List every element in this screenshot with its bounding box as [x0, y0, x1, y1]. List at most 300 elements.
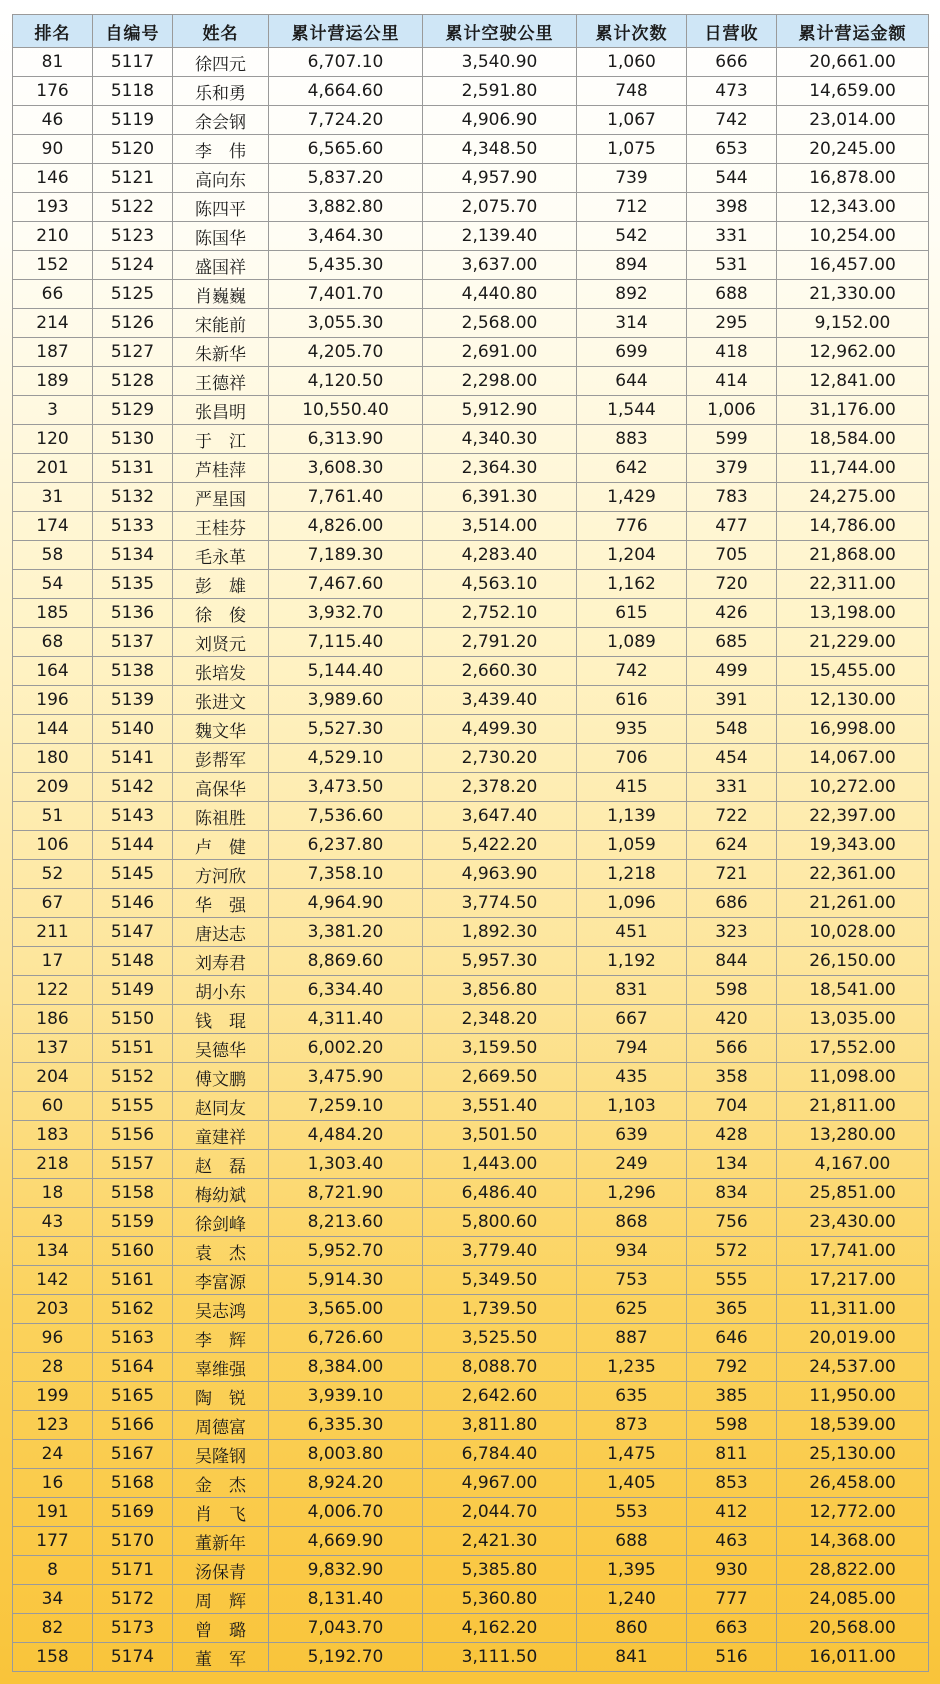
- vehicle-id-cell: 5138: [93, 657, 173, 686]
- trip-count-cell: 688: [577, 1527, 687, 1556]
- vehicle-id-cell: 5129: [93, 396, 173, 425]
- name-cell: 盛国祥: [173, 251, 269, 280]
- daily-revenue-cell: 412: [687, 1498, 777, 1527]
- empty-km-cell: 6,486.40: [423, 1179, 577, 1208]
- table-row: [13, 657, 929, 686]
- name-cell: 毛永革: [173, 541, 269, 570]
- daily-revenue-cell: 792: [687, 1353, 777, 1382]
- operating-km-cell: 6,726.60: [269, 1324, 423, 1353]
- empty-km-cell: 8,088.70: [423, 1353, 577, 1382]
- table-row: [13, 251, 929, 280]
- driver-ranking-table: [12, 14, 929, 1672]
- header-empty-km: 累计空驶公里: [423, 15, 577, 48]
- trip-count-cell: 1,240: [577, 1585, 687, 1614]
- vehicle-id-cell: 5119: [93, 106, 173, 135]
- trip-count-cell: 642: [577, 454, 687, 483]
- name-cell: 彭 雄: [173, 570, 269, 599]
- total-revenue-cell: 24,537.00: [777, 1353, 929, 1382]
- rank-cell: 68: [13, 628, 93, 657]
- daily-revenue-cell: 420: [687, 1005, 777, 1034]
- name-cell: 董新年: [173, 1527, 269, 1556]
- operating-km-cell: 8,384.00: [269, 1353, 423, 1382]
- vehicle-id-cell: 5146: [93, 889, 173, 918]
- name-cell: 于 江: [173, 425, 269, 454]
- trip-count-cell: 742: [577, 657, 687, 686]
- trip-count-cell: 1,096: [577, 889, 687, 918]
- trip-count-cell: 1,235: [577, 1353, 687, 1382]
- trip-count-cell: 883: [577, 425, 687, 454]
- operating-km-cell: 7,189.30: [269, 541, 423, 570]
- vehicle-id-cell: 5125: [93, 280, 173, 309]
- vehicle-id-cell: 5163: [93, 1324, 173, 1353]
- daily-revenue-cell: 295: [687, 309, 777, 338]
- empty-km-cell: 6,391.30: [423, 483, 577, 512]
- empty-km-cell: 5,800.60: [423, 1208, 577, 1237]
- operating-km-cell: 7,358.10: [269, 860, 423, 889]
- table-row: [13, 802, 929, 831]
- trip-count-cell: 1,296: [577, 1179, 687, 1208]
- name-cell: 陈四平: [173, 193, 269, 222]
- table-row: [13, 1643, 929, 1672]
- rank-cell: 214: [13, 309, 93, 338]
- vehicle-id-cell: 5135: [93, 570, 173, 599]
- daily-revenue-cell: 1,006: [687, 396, 777, 425]
- total-revenue-cell: 31,176.00: [777, 396, 929, 425]
- trip-count-cell: 667: [577, 1005, 687, 1034]
- empty-km-cell: 3,774.50: [423, 889, 577, 918]
- table-row: [13, 1440, 929, 1469]
- operating-km-cell: 6,334.40: [269, 976, 423, 1005]
- total-revenue-cell: 22,311.00: [777, 570, 929, 599]
- total-revenue-cell: 18,539.00: [777, 1411, 929, 1440]
- operating-km-cell: 3,608.30: [269, 454, 423, 483]
- trip-count-cell: 1,075: [577, 135, 687, 164]
- rank-cell: 210: [13, 222, 93, 251]
- vehicle-id-cell: 5161: [93, 1266, 173, 1295]
- table-row: [13, 1527, 929, 1556]
- name-cell: 方河欣: [173, 860, 269, 889]
- name-cell: 徐四元: [173, 48, 269, 77]
- rank-cell: 186: [13, 1005, 93, 1034]
- header-trip-count: 累计次数: [577, 15, 687, 48]
- trip-count-cell: 1,060: [577, 48, 687, 77]
- vehicle-id-cell: 5140: [93, 715, 173, 744]
- daily-revenue-cell: 756: [687, 1208, 777, 1237]
- trip-count-cell: 1,405: [577, 1469, 687, 1498]
- table-row: [13, 338, 929, 367]
- rank-cell: 52: [13, 860, 93, 889]
- table-row: [13, 1179, 929, 1208]
- trip-count-cell: 831: [577, 976, 687, 1005]
- table-row: [13, 918, 929, 947]
- empty-km-cell: 5,957.30: [423, 947, 577, 976]
- total-revenue-cell: 21,811.00: [777, 1092, 929, 1121]
- rank-cell: 82: [13, 1614, 93, 1643]
- total-revenue-cell: 21,229.00: [777, 628, 929, 657]
- operating-km-cell: 3,473.50: [269, 773, 423, 802]
- vehicle-id-cell: 5159: [93, 1208, 173, 1237]
- table-row: [13, 628, 929, 657]
- total-revenue-cell: 14,659.00: [777, 77, 929, 106]
- operating-km-cell: 3,939.10: [269, 1382, 423, 1411]
- operating-km-cell: 3,464.30: [269, 222, 423, 251]
- operating-km-cell: 3,565.00: [269, 1295, 423, 1324]
- table-row: [13, 309, 929, 338]
- operating-km-cell: 4,669.90: [269, 1527, 423, 1556]
- table-row: [13, 1121, 929, 1150]
- operating-km-cell: 7,724.20: [269, 106, 423, 135]
- rank-cell: 67: [13, 889, 93, 918]
- operating-km-cell: 8,869.60: [269, 947, 423, 976]
- table-row: [13, 483, 929, 512]
- vehicle-id-cell: 5120: [93, 135, 173, 164]
- name-cell: 傅文鹏: [173, 1063, 269, 1092]
- daily-revenue-cell: 544: [687, 164, 777, 193]
- name-cell: 肖 飞: [173, 1498, 269, 1527]
- total-revenue-cell: 16,011.00: [777, 1643, 929, 1672]
- rank-cell: 18: [13, 1179, 93, 1208]
- total-revenue-cell: 10,272.00: [777, 773, 929, 802]
- operating-km-cell: 4,826.00: [269, 512, 423, 541]
- daily-revenue-cell: 379: [687, 454, 777, 483]
- table-row: [13, 1237, 929, 1266]
- trip-count-cell: 451: [577, 918, 687, 947]
- table-row: [13, 1382, 929, 1411]
- name-cell: 陶 锐: [173, 1382, 269, 1411]
- rank-cell: 96: [13, 1324, 93, 1353]
- daily-revenue-cell: 454: [687, 744, 777, 773]
- total-revenue-cell: 28,822.00: [777, 1556, 929, 1585]
- daily-revenue-cell: 811: [687, 1440, 777, 1469]
- daily-revenue-cell: 516: [687, 1643, 777, 1672]
- table-row: [13, 1498, 929, 1527]
- operating-km-cell: 4,529.10: [269, 744, 423, 773]
- vehicle-id-cell: 5157: [93, 1150, 173, 1179]
- operating-km-cell: 7,467.60: [269, 570, 423, 599]
- name-cell: 魏文华: [173, 715, 269, 744]
- table-row: [13, 976, 929, 1005]
- rank-cell: 164: [13, 657, 93, 686]
- operating-km-cell: 7,761.40: [269, 483, 423, 512]
- daily-revenue-cell: 721: [687, 860, 777, 889]
- trip-count-cell: 841: [577, 1643, 687, 1672]
- total-revenue-cell: 20,019.00: [777, 1324, 929, 1353]
- vehicle-id-cell: 5142: [93, 773, 173, 802]
- vehicle-id-cell: 5164: [93, 1353, 173, 1382]
- daily-revenue-cell: 686: [687, 889, 777, 918]
- empty-km-cell: 5,349.50: [423, 1266, 577, 1295]
- vehicle-id-cell: 5127: [93, 338, 173, 367]
- total-revenue-cell: 16,457.00: [777, 251, 929, 280]
- operating-km-cell: 4,120.50: [269, 367, 423, 396]
- rank-cell: 58: [13, 541, 93, 570]
- operating-km-cell: 8,131.40: [269, 1585, 423, 1614]
- total-revenue-cell: 23,430.00: [777, 1208, 929, 1237]
- rank-cell: 187: [13, 338, 93, 367]
- daily-revenue-cell: 398: [687, 193, 777, 222]
- name-cell: 卢 健: [173, 831, 269, 860]
- operating-km-cell: 4,205.70: [269, 338, 423, 367]
- empty-km-cell: 5,385.80: [423, 1556, 577, 1585]
- rank-cell: 199: [13, 1382, 93, 1411]
- vehicle-id-cell: 5166: [93, 1411, 173, 1440]
- operating-km-cell: 5,144.40: [269, 657, 423, 686]
- name-cell: 董 军: [173, 1643, 269, 1672]
- trip-count-cell: 1,103: [577, 1092, 687, 1121]
- operating-km-cell: 7,043.70: [269, 1614, 423, 1643]
- trip-count-cell: 1,544: [577, 396, 687, 425]
- name-cell: 胡小东: [173, 976, 269, 1005]
- total-revenue-cell: 23,014.00: [777, 106, 929, 135]
- total-revenue-cell: 21,261.00: [777, 889, 929, 918]
- table-row: [13, 1556, 929, 1585]
- daily-revenue-cell: 783: [687, 483, 777, 512]
- rank-cell: 193: [13, 193, 93, 222]
- rank-cell: 142: [13, 1266, 93, 1295]
- daily-revenue-cell: 704: [687, 1092, 777, 1121]
- name-cell: 陈祖胜: [173, 802, 269, 831]
- operating-km-cell: 4,964.90: [269, 889, 423, 918]
- table-row: [13, 1208, 929, 1237]
- rank-cell: 134: [13, 1237, 93, 1266]
- trip-count-cell: 635: [577, 1382, 687, 1411]
- operating-km-cell: 9,832.90: [269, 1556, 423, 1585]
- rank-cell: 201: [13, 454, 93, 483]
- daily-revenue-cell: 499: [687, 657, 777, 686]
- name-cell: 高向东: [173, 164, 269, 193]
- daily-revenue-cell: 834: [687, 1179, 777, 1208]
- daily-revenue-cell: 599: [687, 425, 777, 454]
- vehicle-id-cell: 5172: [93, 1585, 173, 1614]
- empty-km-cell: 4,563.10: [423, 570, 577, 599]
- total-revenue-cell: 17,741.00: [777, 1237, 929, 1266]
- ranking-table-container: [12, 14, 928, 1672]
- rank-cell: 137: [13, 1034, 93, 1063]
- total-revenue-cell: 18,541.00: [777, 976, 929, 1005]
- vehicle-id-cell: 5134: [93, 541, 173, 570]
- trip-count-cell: 616: [577, 686, 687, 715]
- name-cell: 徐 俊: [173, 599, 269, 628]
- daily-revenue-cell: 477: [687, 512, 777, 541]
- name-cell: 朱新华: [173, 338, 269, 367]
- table-body: [13, 48, 929, 1672]
- rank-cell: 51: [13, 802, 93, 831]
- operating-km-cell: 7,401.70: [269, 280, 423, 309]
- vehicle-id-cell: 5139: [93, 686, 173, 715]
- daily-revenue-cell: 646: [687, 1324, 777, 1353]
- rank-cell: 123: [13, 1411, 93, 1440]
- header-row: [13, 15, 929, 48]
- name-cell: 赵 磊: [173, 1150, 269, 1179]
- total-revenue-cell: 21,868.00: [777, 541, 929, 570]
- total-revenue-cell: 20,661.00: [777, 48, 929, 77]
- operating-km-cell: 8,924.20: [269, 1469, 423, 1498]
- name-cell: 唐达志: [173, 918, 269, 947]
- trip-count-cell: 1,067: [577, 106, 687, 135]
- trip-count-cell: 1,139: [577, 802, 687, 831]
- empty-km-cell: 1,443.00: [423, 1150, 577, 1179]
- trip-count-cell: 706: [577, 744, 687, 773]
- daily-revenue-cell: 666: [687, 48, 777, 77]
- table-row: [13, 570, 929, 599]
- trip-count-cell: 873: [577, 1411, 687, 1440]
- rank-cell: 43: [13, 1208, 93, 1237]
- name-cell: 肖巍巍: [173, 280, 269, 309]
- operating-km-cell: 3,055.30: [269, 309, 423, 338]
- name-cell: 高保华: [173, 773, 269, 802]
- total-revenue-cell: 17,552.00: [777, 1034, 929, 1063]
- vehicle-id-cell: 5122: [93, 193, 173, 222]
- vehicle-id-cell: 5121: [93, 164, 173, 193]
- operating-km-cell: 6,335.30: [269, 1411, 423, 1440]
- trip-count-cell: 892: [577, 280, 687, 309]
- vehicle-id-cell: 5145: [93, 860, 173, 889]
- empty-km-cell: 5,912.90: [423, 396, 577, 425]
- operating-km-cell: 3,932.70: [269, 599, 423, 628]
- table-row: [13, 773, 929, 802]
- table-row: [13, 1005, 929, 1034]
- daily-revenue-cell: 598: [687, 1411, 777, 1440]
- vehicle-id-cell: 5143: [93, 802, 173, 831]
- name-cell: 陈国华: [173, 222, 269, 251]
- trip-count-cell: 1,089: [577, 628, 687, 657]
- table-row: [13, 280, 929, 309]
- name-cell: 吴德华: [173, 1034, 269, 1063]
- empty-km-cell: 4,967.00: [423, 1469, 577, 1498]
- trip-count-cell: 887: [577, 1324, 687, 1353]
- vehicle-id-cell: 5165: [93, 1382, 173, 1411]
- trip-count-cell: 1,475: [577, 1440, 687, 1469]
- trip-count-cell: 625: [577, 1295, 687, 1324]
- name-cell: 袁 杰: [173, 1237, 269, 1266]
- trip-count-cell: 699: [577, 338, 687, 367]
- vehicle-id-cell: 5124: [93, 251, 173, 280]
- operating-km-cell: 6,565.60: [269, 135, 423, 164]
- empty-km-cell: 2,730.20: [423, 744, 577, 773]
- vehicle-id-cell: 5173: [93, 1614, 173, 1643]
- total-revenue-cell: 12,772.00: [777, 1498, 929, 1527]
- trip-count-cell: 712: [577, 193, 687, 222]
- trip-count-cell: 435: [577, 1063, 687, 1092]
- total-revenue-cell: 26,458.00: [777, 1469, 929, 1498]
- empty-km-cell: 4,340.30: [423, 425, 577, 454]
- trip-count-cell: 794: [577, 1034, 687, 1063]
- name-cell: 童建祥: [173, 1121, 269, 1150]
- total-revenue-cell: 22,361.00: [777, 860, 929, 889]
- vehicle-id-cell: 5118: [93, 77, 173, 106]
- total-revenue-cell: 20,245.00: [777, 135, 929, 164]
- name-cell: 周德富: [173, 1411, 269, 1440]
- trip-count-cell: 249: [577, 1150, 687, 1179]
- total-revenue-cell: 11,311.00: [777, 1295, 929, 1324]
- vehicle-id-cell: 5137: [93, 628, 173, 657]
- name-cell: 吴志鸿: [173, 1295, 269, 1324]
- rank-cell: 176: [13, 77, 93, 106]
- daily-revenue-cell: 365: [687, 1295, 777, 1324]
- vehicle-id-cell: 5117: [93, 48, 173, 77]
- operating-km-cell: 8,003.80: [269, 1440, 423, 1469]
- name-cell: 严星国: [173, 483, 269, 512]
- header-vehicle-id: 自编号: [93, 15, 173, 48]
- table-row: [13, 1469, 929, 1498]
- total-revenue-cell: 14,368.00: [777, 1527, 929, 1556]
- table-row: [13, 1353, 929, 1382]
- trip-count-cell: 1,162: [577, 570, 687, 599]
- rank-cell: 174: [13, 512, 93, 541]
- rank-cell: 209: [13, 773, 93, 802]
- total-revenue-cell: 14,067.00: [777, 744, 929, 773]
- total-revenue-cell: 16,878.00: [777, 164, 929, 193]
- operating-km-cell: 7,259.10: [269, 1092, 423, 1121]
- empty-km-cell: 3,439.40: [423, 686, 577, 715]
- daily-revenue-cell: 624: [687, 831, 777, 860]
- table-row: [13, 454, 929, 483]
- table-row: [13, 541, 929, 570]
- trip-count-cell: 644: [577, 367, 687, 396]
- operating-km-cell: 5,914.30: [269, 1266, 423, 1295]
- daily-revenue-cell: 742: [687, 106, 777, 135]
- daily-revenue-cell: 385: [687, 1382, 777, 1411]
- table-row: [13, 396, 929, 425]
- total-revenue-cell: 9,152.00: [777, 309, 929, 338]
- vehicle-id-cell: 5155: [93, 1092, 173, 1121]
- rank-cell: 146: [13, 164, 93, 193]
- table-header: [13, 15, 929, 48]
- name-cell: 李 辉: [173, 1324, 269, 1353]
- name-cell: 张昌明: [173, 396, 269, 425]
- empty-km-cell: 4,440.80: [423, 280, 577, 309]
- table-row: [13, 947, 929, 976]
- operating-km-cell: 7,536.60: [269, 802, 423, 831]
- trip-count-cell: 1,059: [577, 831, 687, 860]
- daily-revenue-cell: 722: [687, 802, 777, 831]
- trip-count-cell: 553: [577, 1498, 687, 1527]
- name-cell: 钱 琨: [173, 1005, 269, 1034]
- trip-count-cell: 1,218: [577, 860, 687, 889]
- table-row: [13, 193, 929, 222]
- name-cell: 金 杰: [173, 1469, 269, 1498]
- daily-revenue-cell: 331: [687, 222, 777, 251]
- total-revenue-cell: 12,130.00: [777, 686, 929, 715]
- daily-revenue-cell: 688: [687, 280, 777, 309]
- total-revenue-cell: 10,028.00: [777, 918, 929, 947]
- vehicle-id-cell: 5131: [93, 454, 173, 483]
- name-cell: 徐剑峰: [173, 1208, 269, 1237]
- empty-km-cell: 1,739.50: [423, 1295, 577, 1324]
- vehicle-id-cell: 5171: [93, 1556, 173, 1585]
- rank-cell: 211: [13, 918, 93, 947]
- trip-count-cell: 415: [577, 773, 687, 802]
- rank-cell: 122: [13, 976, 93, 1005]
- rank-cell: 185: [13, 599, 93, 628]
- empty-km-cell: 2,421.30: [423, 1527, 577, 1556]
- operating-km-cell: 4,664.60: [269, 77, 423, 106]
- empty-km-cell: 3,111.50: [423, 1643, 577, 1672]
- name-cell: 赵同友: [173, 1092, 269, 1121]
- daily-revenue-cell: 663: [687, 1614, 777, 1643]
- empty-km-cell: 5,360.80: [423, 1585, 577, 1614]
- operating-km-cell: 5,952.70: [269, 1237, 423, 1266]
- table-row: [13, 1092, 929, 1121]
- trip-count-cell: 934: [577, 1237, 687, 1266]
- empty-km-cell: 1,892.30: [423, 918, 577, 947]
- name-cell: 张进文: [173, 686, 269, 715]
- header-daily-revenue: 日营收: [687, 15, 777, 48]
- total-revenue-cell: 12,962.00: [777, 338, 929, 367]
- vehicle-id-cell: 5167: [93, 1440, 173, 1469]
- table-row: [13, 1063, 929, 1092]
- name-cell: 张培发: [173, 657, 269, 686]
